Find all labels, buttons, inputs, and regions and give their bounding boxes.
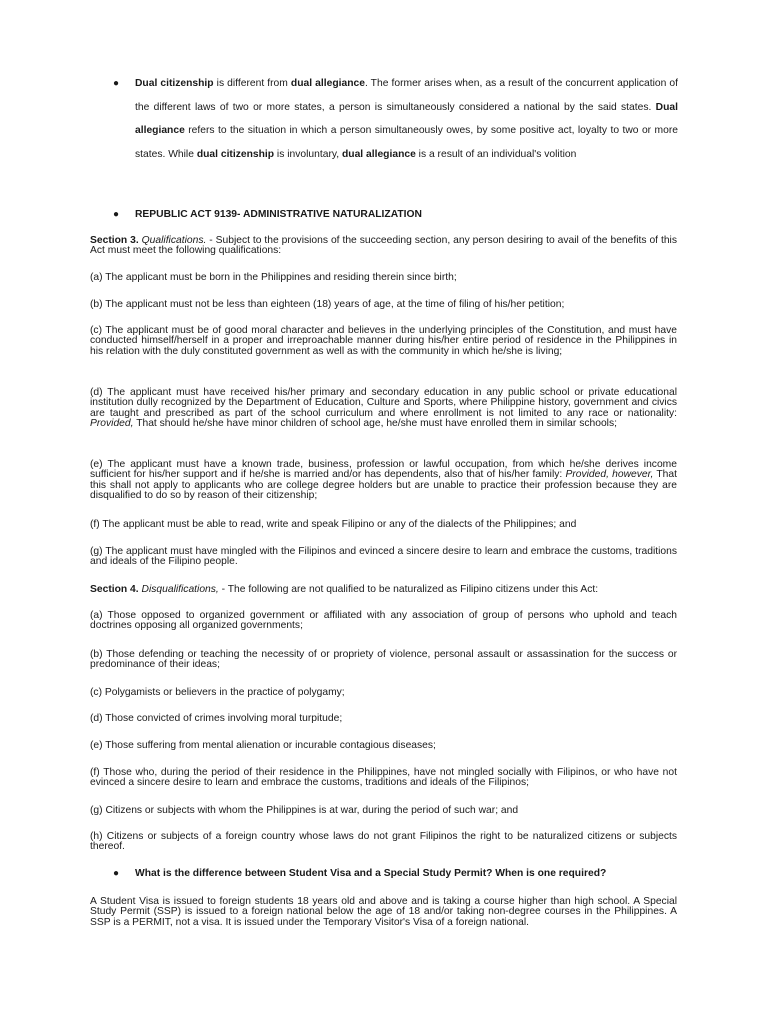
text-span: That should he/she have minor children of school age, he/she must have enrolled them in similar schools; — [133, 418, 617, 430]
disqualification-e: (e) Those suffering from mental alienation or incurable contagious diseases; — [90, 740, 436, 751]
term-dual-citizenship: dual citizenship — [196, 148, 275, 160]
bullet-icon: ● — [113, 868, 120, 879]
disqualification-f: (f) Those who, during the period of their residence in the Philippines, have not mingled socially with Filipinos, or who have not evinced a sincere desire to learn and embrace the customs, traditions and ideals of the Filipinos; — [90, 767, 677, 789]
bullet-icon: ● — [113, 209, 120, 220]
disqualification-g: (g) Citizens or subjects with whom the Philippines is at war, during the period of such war; and — [90, 805, 519, 816]
section-title: Qualifications. — [141, 235, 207, 246]
section-title: Disqualifications, — [141, 584, 219, 595]
term-dual-allegiance: Dual allegiance — [135, 101, 678, 137]
qualification-f: (f) The applicant must be able to read, write and speak Filipino or any of the dialects of the Philippines; and — [90, 519, 577, 530]
qualification-g: (g) The applicant must have mingled with the Filipinos and evinced a sincere desire to learn and embrace the customs, traditions and ideals of the Filipino people. — [90, 546, 677, 568]
qualification-a: (a) The applicant must be born in the Philippines and residing therein since birth; — [90, 272, 457, 283]
qualification-c: (c) The applicant must be of good moral character and believes in the underlying principles of the Constitution, and must have conducted himself/herself in a proper and irreproachable manner during his/her entire period of residence in the Philippines in his relation with the duly constituted government as well as with the community in which he/she is living; — [90, 325, 677, 357]
term-dual-allegiance: dual allegiance — [341, 148, 416, 160]
bullet-icon: ● — [113, 78, 120, 89]
term-dual-allegiance: dual allegiance — [290, 78, 365, 89]
section-label: Section 3. — [90, 235, 139, 246]
section-label: Section 4. — [90, 584, 139, 595]
visa-question: What is the difference between Student Visa and a Special Study Permit? When is one required? — [135, 868, 607, 879]
proviso: Provided, — [90, 418, 134, 430]
section4-intro — [90, 585, 677, 595]
text-span: is involuntary, — [274, 148, 342, 160]
disqualification-b: (b) Those defending or teaching the necessity of or propriety of violence, personal assault or assassination for the success or predominance of their ideas; — [90, 649, 677, 671]
section3-intro — [90, 236, 677, 257]
text-span: . The former arises when, as a result of the concurrent application of the different laws of two or more states, a person is simultaneously considered a national by the said states. — [135, 78, 678, 113]
section-intro-text: - The following are not qualified to be naturalized as Filipino citizens under this Act: — [218, 584, 599, 595]
qualification-e — [90, 460, 677, 502]
disqualification-c: (c) Polygamists or believers in the practice of polygamy; — [90, 687, 345, 698]
term-dual-citizenship: Dual citizenship — [135, 78, 214, 89]
proviso: Provided, however, — [565, 469, 654, 481]
text-span: is a result of an individual's volition — [415, 148, 577, 160]
qualification-b: (b) The applicant must not be less than eighteen (18) years of age, at the time of filing of his/her petition; — [90, 299, 565, 310]
disqualification-d: (d) Those convicted of crimes involving moral turpitude; — [90, 713, 343, 724]
dual-citizenship-text — [135, 72, 678, 166]
text-span: (d) The applicant must have received his/her primary and secondary education in any public school or private educational institution dully recognized by the Department of Education, Culture and Sports, where Philippine history, government and civics are taught and prescribed as part of the school curriculum and where enrollment is not limited to any race or nationality: — [90, 387, 677, 419]
text-span: is different from — [213, 78, 291, 89]
qualification-d — [90, 388, 677, 430]
disqualification-a: (a) Those opposed to organized government or affiliated with any association of group of persons who uphold and teach doctrines opposing all organized governments; — [90, 610, 677, 632]
section-intro-text: - Subject to the provisions of the succeeding section, any person desiring to avail of the benefits of this Act must meet the following qualifications: — [90, 235, 677, 257]
ra-heading: REPUBLIC ACT 9139- ADMINISTRATIVE NATURALIZATION — [135, 209, 422, 220]
text-span: That this shall not apply to applicants who are college degree holders but are unable to practice their profession because they are disqualified to do so by reason of their citizenship; — [90, 469, 677, 502]
text-span: refers to the situation in which a person simultaneously owes, by some positive act, loyalty to two or more states. While — [135, 125, 678, 160]
visa-answer: A Student Visa is issued to foreign students 18 years old and above and is taking a course higher than high school. A Special Study Permit (SSP) is issued to a foreign national below the age of 18 and/or taking non-degree courses in the Philippines. A SSP is a PERMIT, not a visa. It is issued under the Temporary Visitor's Visa of a foreign national. — [90, 896, 677, 928]
disqualification-h: (h) Citizens or subjects of a foreign country whose laws do not grant Filipinos the right to be naturalized citizens or subjects thereof. — [90, 831, 677, 853]
text-span: (e) The applicant must have a known trade, business, profession or lawful occupation, from which he/she derives income sufficient for his/her support and if he/she is married and/or has dependents, also that of his/her family: — [90, 459, 677, 481]
